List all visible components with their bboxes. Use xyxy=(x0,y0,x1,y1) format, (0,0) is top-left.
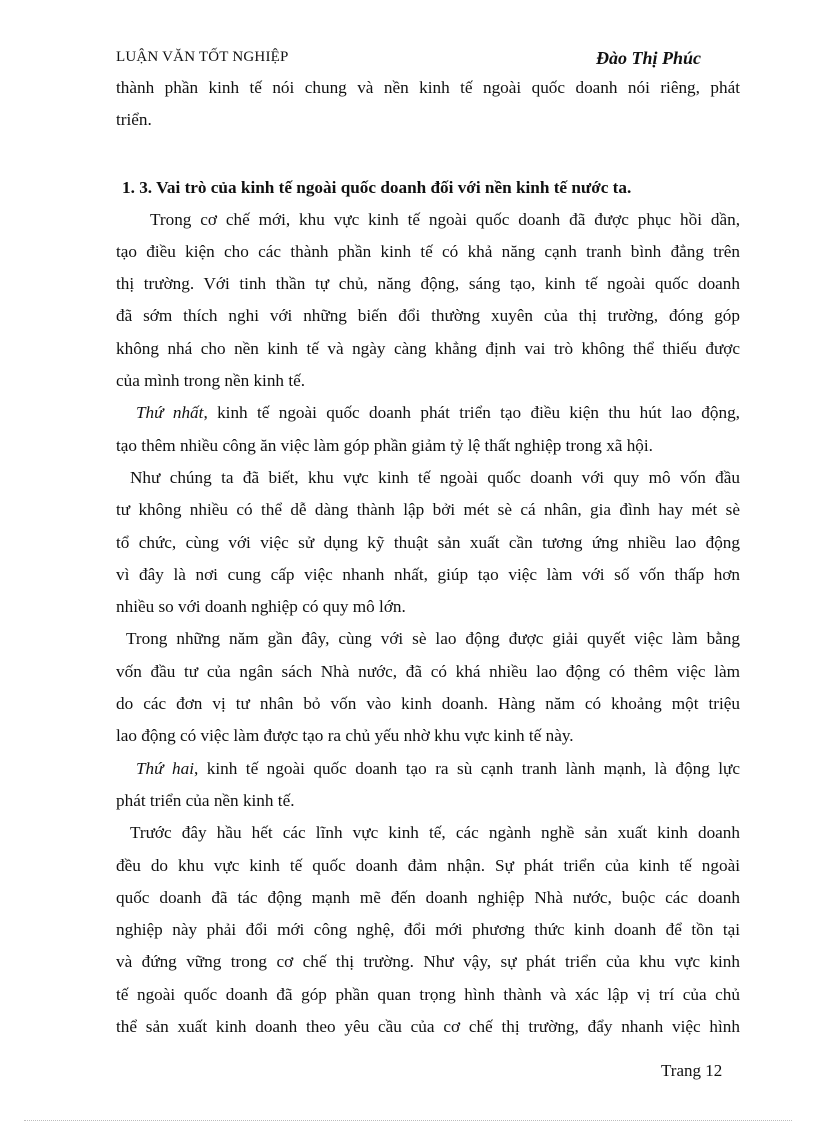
text-line: đều do khu vực kinh tế quốc doanh đảm nhận. Sự phát triển của kinh tế ngoài xyxy=(116,855,740,875)
text-line: phát triển của nền kinh tế. xyxy=(116,790,295,810)
emphasis-lead: Thứ nhất xyxy=(136,403,204,423)
text-line: tư không nhiều có thể dễ dàng thành lập bởi mét sè cá nhân, gia đình hay mét sè xyxy=(116,500,740,520)
text-line: của mình trong nền kinh tế. xyxy=(116,371,306,391)
header-thesis-title: LUẬN VĂN TỐT NGHIỆP xyxy=(116,49,289,65)
text-line: thị trường. Với tinh thần tự chủ, năng động, sáng tạo, kinh tế ngoài quốc doanh xyxy=(116,274,740,294)
text-segment: , kinh tế ngoài quốc doanh phát triển tạo điều kiện thu hút lao động, xyxy=(203,403,740,423)
text-segment: , kinh tế ngoài quốc doanh tạo ra sù cạnh tranh lành mạnh, là động lực xyxy=(193,758,740,778)
text-line: Như chúng ta đã biết, khu vực kinh tế ngoài quốc doanh với quy mô vốn đầu xyxy=(130,467,740,487)
paragraph-4 xyxy=(116,623,740,752)
page-number: Trang 12 xyxy=(661,1061,723,1080)
text-line: vốn đầu tư của ngân sách Nhà nước, đã có khá nhiều lao động có thêm việc làm xyxy=(116,661,740,681)
text-line: do các đơn vị tư nhân bỏ vốn vào kinh doanh. Hàng năm có khoảng một triệu xyxy=(116,694,740,714)
text-line: tạo thêm nhiều công ăn việc làm góp phần giảm tỷ lệ thất nghiệp trong xã hội. xyxy=(116,435,653,455)
text-line: tế ngoài quốc doanh đã góp phần quan trọng hình thành và xác lập vị trí của chủ xyxy=(116,984,740,1004)
header-author-name: Đào Thị Phúc xyxy=(596,48,702,68)
text-line: quốc doanh đã tác động mạnh mẽ đến doanh nghiệp Nhà nước, buộc các doanh xyxy=(116,887,740,907)
document-body xyxy=(116,72,740,1043)
text-line: nghiệp này phải đổi mới công nghệ, đổi mới phương thức kinh doanh để tồn tại xyxy=(116,920,740,940)
text-line: vì đây là nơi cung cấp việc nhanh nhất, giúp tạo việc làm với số vốn thấp hơn xyxy=(116,564,740,584)
text-line: không nhá cho nền kinh tế và ngày càng khẳng định vai trò không thể thiếu được xyxy=(116,338,740,358)
text-line: Trong cơ chế mới, khu vực kinh tế ngoài quốc doanh đã được phục hồi dần, xyxy=(150,209,740,229)
text-line: thành phần kinh tế nói chung và nền kinh tế ngoài quốc doanh nói riêng, phát xyxy=(116,78,740,97)
text-line: và đứng vững trong cơ chế thị trường. Như vậy, sự phát triển của khu vực kinh xyxy=(116,952,740,972)
section-heading: 1. 3. Vai trò của kinh tế ngoài quốc doanh đối với nền kinh tế nước ta. xyxy=(122,177,632,197)
text-line xyxy=(116,397,740,429)
text-line: triển. xyxy=(116,110,152,130)
paragraph-1 xyxy=(116,204,740,398)
text-line: đã sớm thích nghi với những biến đổi thường xuyên của thị trường, đóng góp xyxy=(116,306,740,326)
text-line: Trước đây hầu hết các lĩnh vực kinh tế, các ngành nghề sản xuất kinh doanh xyxy=(130,823,740,843)
paragraph-3 xyxy=(116,462,740,623)
page-break-divider xyxy=(24,1120,792,1121)
intro-paragraph xyxy=(116,72,740,137)
text-line: tạo điều kiện cho các thành phần kinh tế có khả năng cạnh tranh bình đẳng trên xyxy=(116,241,740,261)
text-line xyxy=(116,753,740,785)
paragraph-6 xyxy=(116,817,740,1043)
text-line: thể sản xuất kinh doanh theo yêu cầu của cơ chế thị trường, đẩy nhanh việc hình xyxy=(116,1017,740,1037)
paragraph-5 xyxy=(116,753,740,818)
paragraph-2 xyxy=(116,397,740,462)
text-line: nhiều so với doanh nghiệp có quy mô lớn. xyxy=(116,597,406,617)
text-line: Trong những năm gần đây, cùng với sè lao động được giải quyết việc làm bằng xyxy=(126,629,740,649)
text-line: tổ chức, cùng với việc sử dụng kỹ thuật sản xuất cần tương ứng nhiều lao động xyxy=(116,532,740,552)
text-line: lao động có việc làm được tạo ra chủ yếu nhờ khu vực kinh tế này. xyxy=(116,726,574,746)
emphasis-lead: Thứ hai xyxy=(136,758,194,778)
